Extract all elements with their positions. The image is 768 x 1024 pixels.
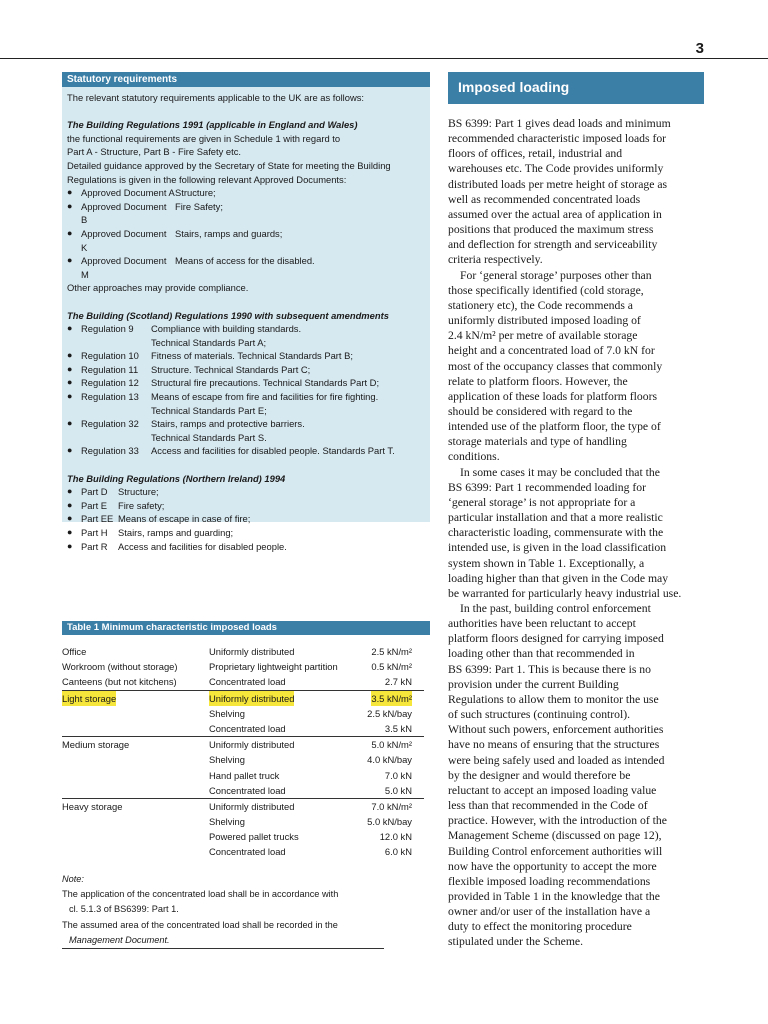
body-line: Management Scheme (discussed on page 12), [448, 829, 662, 843]
body-line: practice. However, with the introduction of the [448, 814, 667, 828]
body-line: those specifically identified (cold storage, [448, 283, 644, 297]
ni-part-item: ● Part E Fire safety; [67, 499, 165, 511]
body-line: intended use, is given in the load classification [448, 541, 667, 555]
body-line: have no means of ensuring that the structures [448, 738, 660, 752]
approved-doc-item: ● Approved Document A Structure; [67, 187, 216, 199]
table-row [62, 706, 424, 721]
imposed-loading-heading: Imposed loading [448, 72, 704, 104]
table-cell-category: Light storage [62, 691, 116, 706]
ni-heading: The Building Regulations (Northern Ireland) 1994 [67, 472, 286, 484]
body-line: owner and/or user of the installation have a [448, 905, 651, 919]
body-line: of such structures (continuing control). [448, 708, 631, 722]
table-cell-load-type: Uniformly distributed [209, 646, 295, 657]
bullet-icon: ● [67, 445, 73, 456]
statutory-intro: The relevant statutory requirements applicable to the UK are as follows: [67, 92, 365, 103]
note-text: Management Document. [69, 934, 170, 945]
england-closing: Other approaches may provide compliance. [67, 282, 249, 294]
table-row [62, 644, 424, 659]
table-row [62, 814, 424, 829]
table-cell-category: Medium storage [62, 739, 130, 751]
table-cell-value: 3.5 kN [384, 722, 412, 734]
regulation-item: ● Regulation 10 Fitness of materials. Technical Standards Part B; [67, 350, 354, 362]
bullet-icon: ● [67, 418, 73, 429]
approved-doc-item: ● Approved Document K Stairs, ramps and guards; [67, 227, 283, 253]
body-line: were being safely used and loaded as intended [448, 753, 665, 767]
body-line: floors of offices, retail, industrial and [448, 147, 623, 161]
body-line: well as recommended concentrated loads [448, 192, 641, 206]
note-label: Note: [62, 874, 84, 884]
body-line: by the designer and would therefore be [448, 768, 631, 782]
ni-part-item: ● Part H Stairs, ramps and guarding; [67, 527, 234, 538]
body-line: relate to platform floors. However, the [448, 374, 628, 388]
statutory-requirements-box [62, 72, 430, 552]
body-line: storage materials and type of handling [448, 435, 627, 449]
bullet-icon: ● [67, 350, 73, 361]
regulation-item: ● Regulation 12 Structural fire precautions. Technical Standards Part D; [67, 377, 380, 389]
header-rule [0, 58, 768, 59]
body-line: Building Control enforcement authorities will [448, 844, 663, 858]
bullet-icon: ● [67, 363, 73, 374]
ni-part-item: ● Part D Structure; [67, 486, 159, 498]
table-row [62, 783, 424, 798]
body-line: BS 6399: Part 1. This is because there is no [448, 662, 651, 676]
table-cell-value: 3.5 kN/m² [371, 691, 412, 706]
body-line: ‘general storage’ is not appropriate for a [448, 495, 636, 509]
body-line: provision under the current Building [448, 677, 619, 691]
page-number: 3 [695, 40, 704, 57]
regulation-item: ● Regulation 9 Compliance with building standards. [67, 323, 302, 335]
regulation-cont: Technical Standards Part A; [151, 336, 267, 348]
table-row [62, 736, 424, 752]
body-line: and deflection for strength and serviceability [448, 238, 658, 252]
body-line: intended use of the platform floor, the type of [448, 420, 661, 434]
table-cell-load-type: Uniformly distributed [209, 739, 295, 751]
body-line: loading other than that recommended in [448, 647, 635, 661]
bullet-icon: ● [67, 540, 73, 551]
table-cell-load-type: Proprietary lightweight partition [209, 661, 338, 673]
approved-doc-item: ● Approved Document B Fire Safety; [67, 200, 223, 226]
table-cell-load-type: Concentrated load [209, 846, 286, 858]
table-cell-category: Workroom (without storage) [62, 661, 178, 673]
body-line: distributed loads per metre height of storage as [448, 177, 668, 191]
bullet-icon: ● [67, 377, 73, 388]
body-line: BS 6399: Part 1 gives dead loads and minimum [448, 117, 671, 130]
body-line: recommended characteristic imposed loads for [448, 132, 667, 146]
england-line: Detailed guidance approved by the Secretary of State for meeting the Building [67, 159, 391, 171]
regulation-cont: Technical Standards Part E; [151, 404, 267, 416]
body-line: loading higher than that given in the Code may [448, 571, 669, 585]
body-line: 2.4 kN/m² per metre of available storage [448, 329, 638, 343]
body-line: BS 6399: Part 1 recommended loading for [448, 480, 647, 494]
body-line: most of the occupancy classes that commonly [448, 359, 663, 373]
body-line: Without such powers, enforcement authorities [448, 723, 664, 737]
body-line: reluctant to accept an imposed loading value [448, 783, 657, 797]
table-cell-value: 5.0 kN/bay [367, 816, 412, 828]
table-cell-category: Office [62, 646, 87, 657]
bullet-icon: ● [67, 513, 73, 524]
bullet-icon: ● [67, 527, 73, 537]
statutory-body [62, 87, 430, 553]
table-cell-value: 6.0 kN [384, 846, 412, 858]
body-line: In some cases it may be concluded that the [460, 465, 660, 479]
table-cell-load-type: Uniformly distributed [209, 800, 295, 812]
table-cell-value: 7.0 kN/m² [371, 800, 412, 812]
regulation-item: ● Regulation 33 Access and facilities for disabled people. Standards Part T. [67, 445, 395, 457]
table-cell-value: 4.0 kN/bay [367, 754, 412, 766]
body-line: For ‘general storage’ purposes other than [460, 268, 652, 282]
bullet-icon: ● [67, 187, 73, 198]
table-row [62, 721, 424, 736]
notes-rule [62, 948, 384, 949]
body-line: stipulated under the Scheme. [448, 935, 584, 949]
imposed-loading-body [448, 116, 706, 950]
table-cell-value: 2.7 kN [384, 676, 412, 688]
bullet-icon: ● [67, 255, 73, 266]
body-line: duty to effect the monitoring procedure [448, 920, 632, 934]
table-row [62, 674, 424, 689]
bullet-icon: ● [67, 323, 73, 334]
table-cell-load-type: Uniformly distributed [209, 691, 294, 706]
england-line: Part A - Structure, Part B - Fire Safety etc. [67, 146, 242, 158]
table1-notes [62, 872, 384, 948]
body-line: should be considered with regard to the [448, 404, 633, 418]
table-cell-value: 5.0 kN [384, 784, 412, 796]
regulation-item: ● Regulation 32 Stairs, ramps and protective barriers. [67, 418, 305, 430]
note-text: cl. 5.1.3 of BS6399: Part 1. [69, 904, 179, 915]
body-line: application of these loads for platform floors [448, 389, 658, 403]
body-line: now have the opportunity to accept the more [448, 859, 657, 873]
table-cell-value: 5.0 kN/m² [371, 739, 412, 751]
body-line: height and a concentrated load of 7.0 kN for [448, 344, 655, 358]
body-line: less than that recommended in the Code of [448, 799, 648, 813]
ni-part-item: ● Part R Access and facilities for disabled people. [67, 540, 287, 552]
bullet-icon: ● [67, 486, 73, 497]
table-cell-value: 2.5 kN/bay [367, 707, 412, 719]
table-cell-load-type: Shelving [209, 707, 245, 719]
note-text: The assumed area of the concentrated load shall be recorded in the [62, 919, 338, 930]
body-line: In the past, building control enforcement [460, 602, 651, 615]
body-line: warehouses etc. The Code provides uniformly [448, 162, 664, 176]
statutory-title: Statutory requirements [62, 72, 430, 87]
england-heading: The Building Regulations 1991 (applicable in England and Wales) [67, 119, 358, 131]
regulation-item: ● Regulation 13 Means of escape from fire and facilities for fire fighting. [67, 391, 379, 403]
body-line: criteria respectively. [448, 253, 543, 267]
bullet-icon: ● [67, 200, 73, 211]
body-line: platform floors designed for carrying imposed [448, 632, 664, 646]
england-line: Regulations is given in the following relevant Approved Documents: [67, 173, 347, 185]
regulation-item: ● Regulation 11 Structure. Technical Standards Part C; [67, 363, 311, 375]
table-row [62, 659, 424, 674]
body-line: flexible imposed loading recommendations [448, 874, 651, 888]
table-cell-load-type: Hand pallet truck [209, 769, 280, 781]
bullet-icon: ● [67, 227, 73, 238]
body-line: be warranted for particularly heavy industrial use. [448, 586, 682, 600]
body-line: particular installation and that a more realistic [448, 511, 663, 525]
body-line: provided in Table 1 in the knowledge that the [448, 889, 660, 903]
table-cell-category: Heavy storage [62, 800, 123, 812]
england-line: the functional requirements are given in Schedule 1 with regard to [67, 132, 341, 144]
bullet-icon: ● [67, 391, 73, 402]
table1-title: Table 1 Minimum characteristic imposed loads [62, 621, 430, 635]
table-cell-load-type: Powered pallet trucks [209, 831, 299, 843]
body-line: conditions. [448, 450, 500, 464]
table-cell-value: 7.0 kN [384, 769, 412, 781]
table-cell-load-type: Concentrated load [209, 784, 286, 796]
table-row [62, 768, 424, 783]
table-row [62, 798, 424, 814]
body-line: stationery etc), the Code recommends a [448, 298, 633, 312]
table-cell-category: Canteens (but not kitchens) [62, 676, 177, 688]
table-cell-load-type: Concentrated load [209, 722, 286, 734]
approved-doc-item: ● Approved Document M Means of access for the disabled. [67, 255, 315, 280]
regulation-cont: Technical Standards Part S. [151, 431, 267, 443]
note-text: The application of the concentrated load shall be in accordance with [62, 889, 339, 900]
table-cell-load-type: Concentrated load [209, 676, 286, 688]
body-line: characteristic loading, commensurate with the [448, 526, 664, 540]
table-cell-load-type: Shelving [209, 816, 245, 828]
table-cell-load-type: Shelving [209, 754, 245, 766]
table1 [62, 644, 424, 860]
table-row [62, 844, 424, 859]
body-line: authorities have been reluctant to accept [448, 617, 636, 631]
table-row [62, 829, 424, 844]
scotland-heading: The Building (Scotland) Regulations 1990 with subsequent amendments [67, 309, 389, 321]
body-line: assumed over the actual area of application in [448, 207, 662, 221]
body-line: Regulations to allow them to monitor the use [448, 692, 659, 706]
table-cell-value: 0.5 kN/m² [371, 661, 412, 673]
bullet-icon: ● [67, 499, 73, 510]
body-line: positions that produced the maximum stress [448, 223, 654, 237]
ni-part-item: ● Part EE Means of escape in case of fire; [67, 513, 251, 525]
table-cell-value: 12.0 kN [379, 831, 412, 843]
table-row [62, 752, 424, 767]
table-row [62, 690, 424, 706]
body-line: uniformly distributed imposed loading of [448, 314, 641, 328]
table-cell-value: 2.5 kN/m² [371, 646, 412, 657]
body-line: system shown in Table 1. Exceptionally, a [448, 556, 645, 570]
